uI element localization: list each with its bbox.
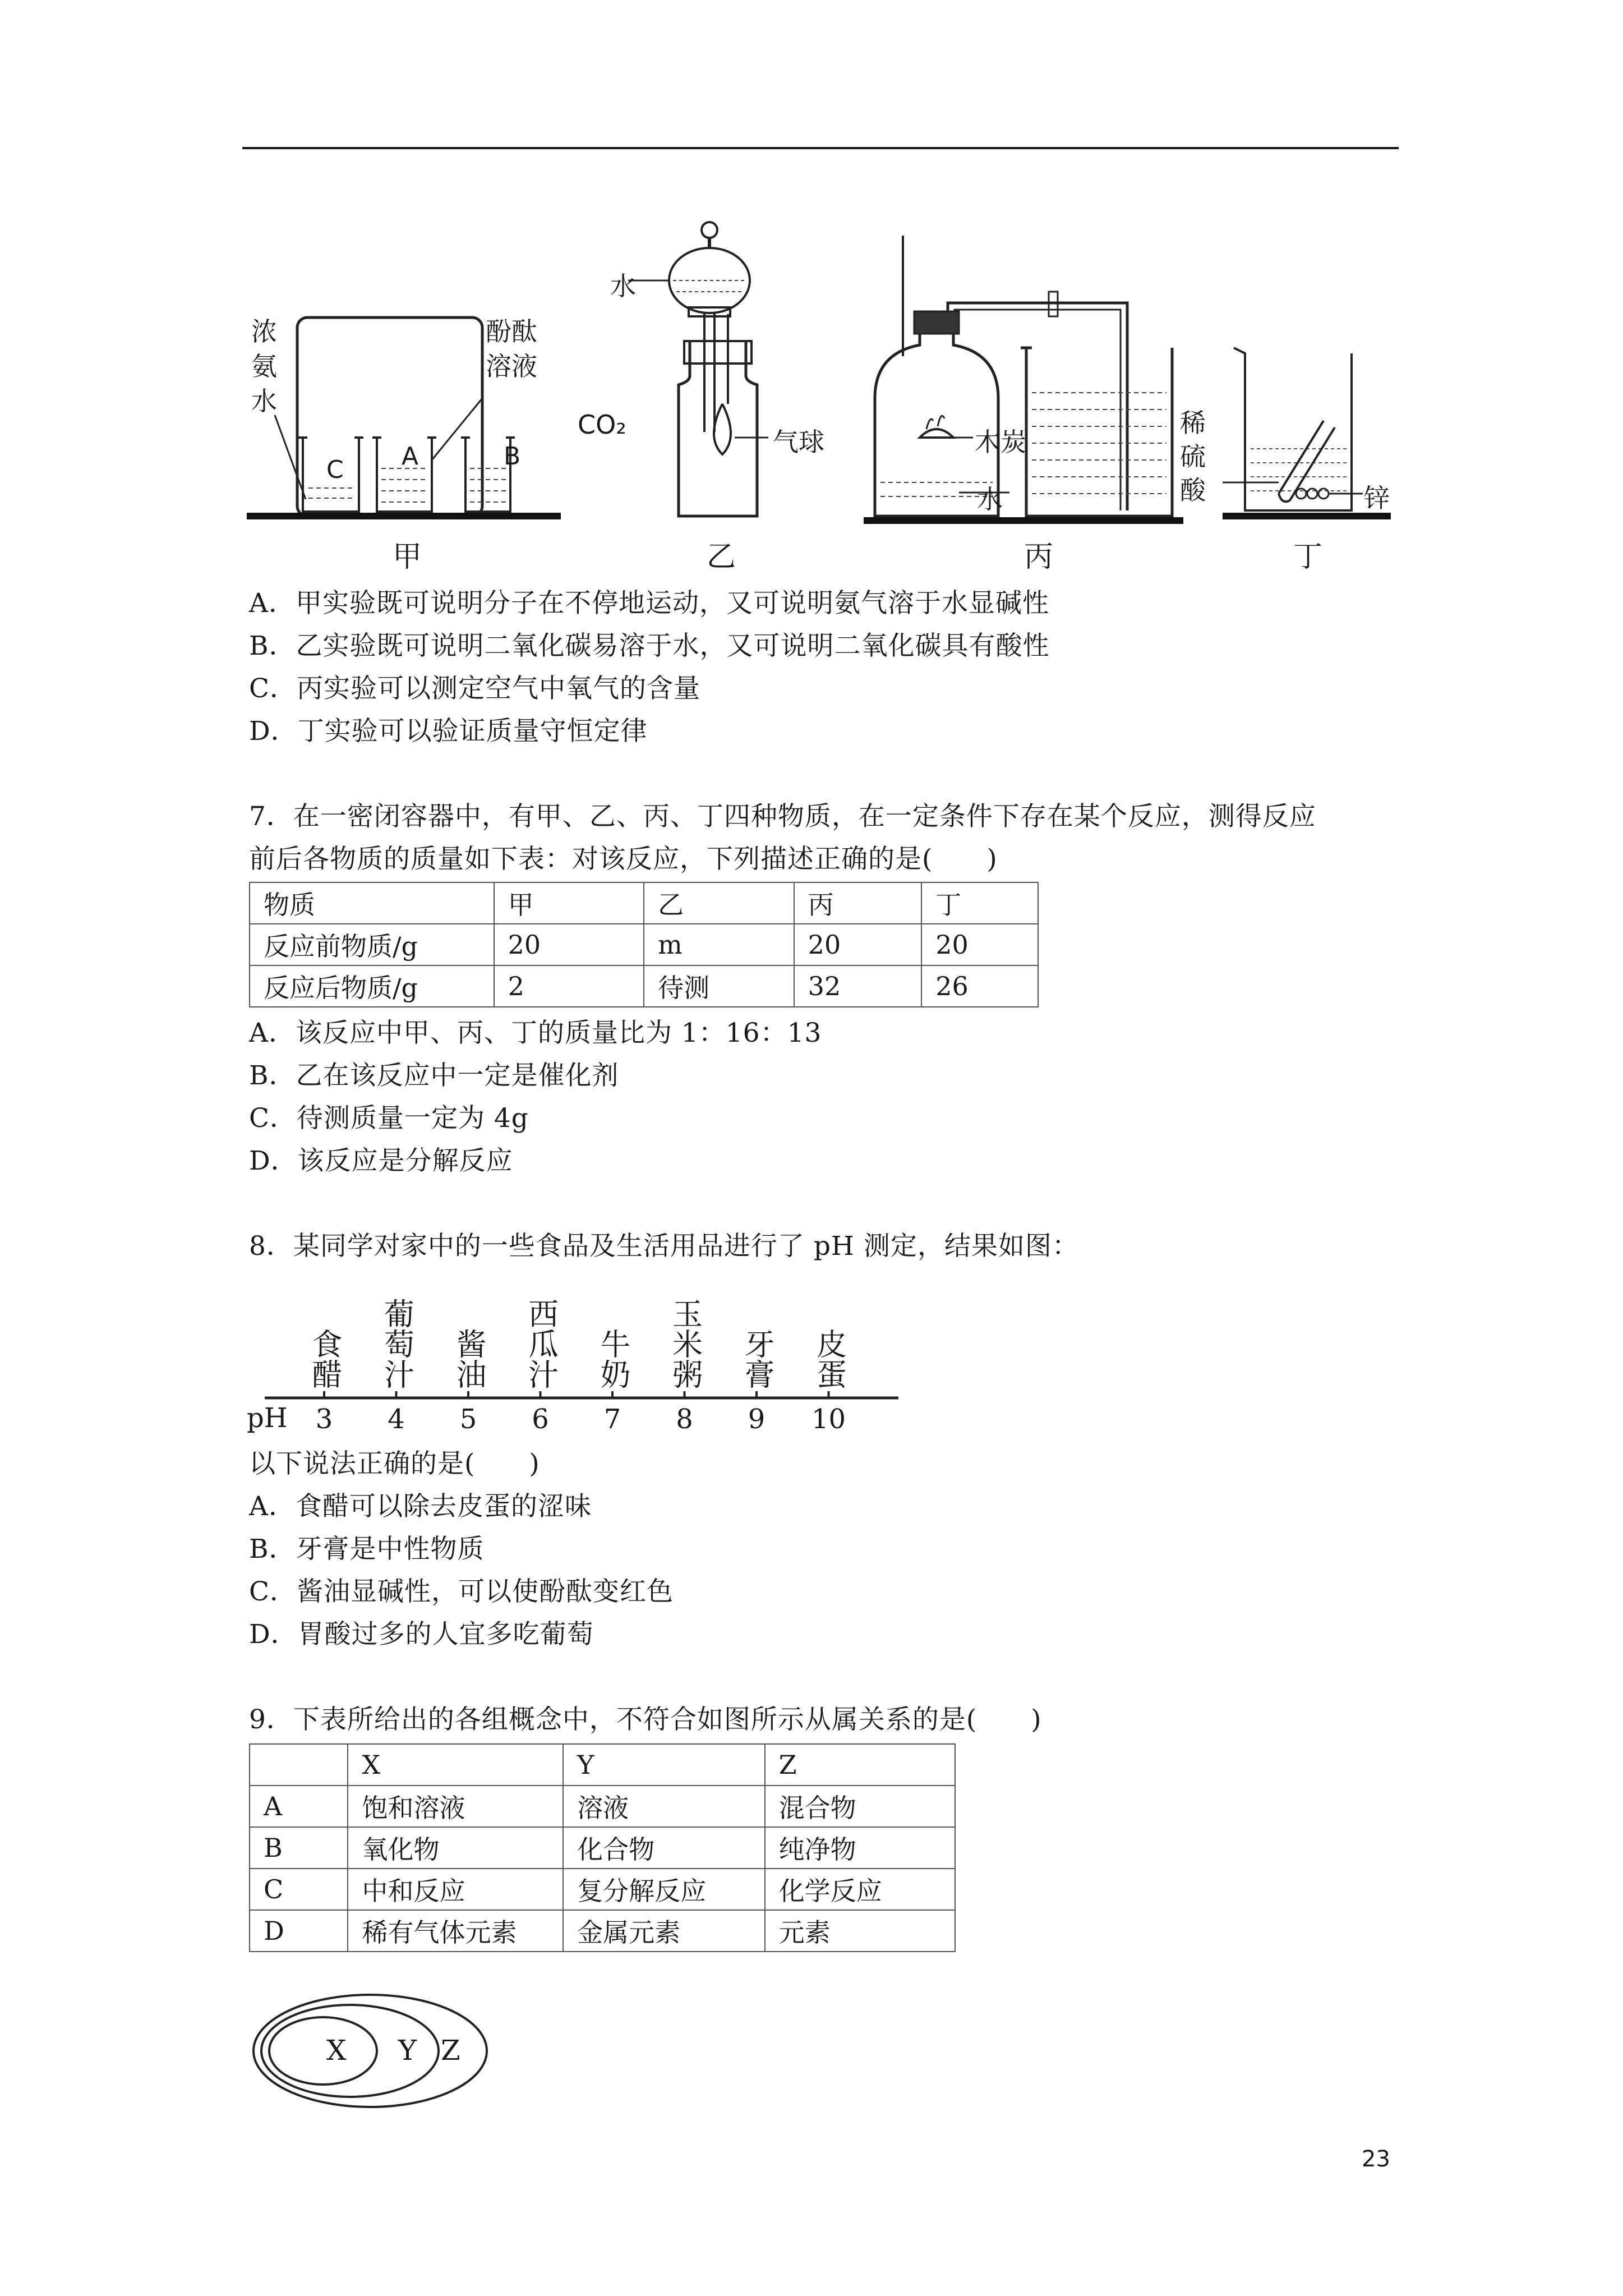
table-cell: 2 (494, 965, 644, 1007)
table-cell: 复分解反应 (563, 1869, 765, 1910)
ph-food-label: 玉米粥 (667, 1298, 703, 1389)
caption-bing: 丙 (1024, 540, 1054, 574)
ph-food-label: 酱油 (451, 1328, 487, 1389)
yi-label-co2: CO₂ (578, 409, 626, 440)
table-cell: 元素 (765, 1910, 955, 1952)
q9-table (249, 1743, 956, 1952)
q7-option-d: D．该反应是分解反应 (249, 1145, 513, 1176)
q8-option-c: C．酱油显碱性，可以使酚酞变红色 (249, 1576, 674, 1607)
ph-tick-label: 6 (532, 1404, 549, 1435)
table-cell: 32 (794, 965, 922, 1007)
table-cell: 中和反应 (348, 1869, 563, 1910)
yi-apparatus-diagram (583, 213, 841, 527)
table-cell: 饱和溶液 (348, 1786, 563, 1827)
jia-label-phenolphthalein: 酚酞溶液 (486, 316, 537, 381)
table-cell: 稀有气体元素 (348, 1910, 563, 1952)
table-cell: B (250, 1827, 348, 1869)
q7-option-a: A．该反应中甲、丙、丁的质量比为 1：16：13 (249, 1018, 822, 1048)
table-cell: 混合物 (765, 1786, 955, 1827)
table-cell: m (644, 924, 794, 965)
ph-food-label: 皮蛋 (811, 1328, 847, 1389)
ph-tick-label: 10 (811, 1404, 846, 1435)
beaker-a-label: A (402, 442, 419, 471)
table-cell: A (250, 1786, 348, 1827)
table-cell: 甲 (494, 882, 644, 924)
bing-label-charcoal: 木炭 (975, 427, 1026, 457)
table-cell: 待测 (644, 965, 794, 1007)
caption-jia: 甲 (393, 540, 422, 574)
q6-option-b: B．乙实验既可说明二氧化碳易溶于水，又可说明二氧化碳具有酸性 (249, 631, 1050, 661)
q7-table (249, 882, 1039, 1007)
q8-prompt: 以下说法正确的是( ) (249, 1448, 540, 1479)
ph-tick-label: 7 (603, 1404, 621, 1435)
table-row (250, 1827, 955, 1869)
table-cell: 乙 (644, 882, 794, 924)
caption-ding: 丁 (1293, 540, 1323, 574)
table-row (250, 882, 1038, 924)
q8-option-a: A．食醋可以除去皮蛋的涩味 (249, 1491, 592, 1522)
page-number: 23 (1362, 2146, 1390, 2172)
ph-tick-label: 8 (676, 1404, 693, 1435)
table-row (250, 1869, 955, 1910)
bing-apparatus-diagram (864, 236, 1183, 527)
table-cell: C (250, 1869, 348, 1910)
q7-stem-line2: 前后各物质的质量如下表：对该反应，下列描述正确的是( ) (249, 844, 998, 875)
table-cell: 20 (794, 924, 922, 965)
q8-option-b: B．牙膏是中性物质 (249, 1534, 485, 1565)
ph-food-label: 牛奶 (596, 1328, 631, 1389)
ding-label-acid: 稀硫酸 (1180, 408, 1206, 505)
ph-tick-label: 3 (315, 1404, 333, 1435)
ph-label: pH (247, 1402, 288, 1434)
table-row (250, 924, 1038, 965)
table-cell (250, 1744, 348, 1786)
table-row (250, 1786, 955, 1827)
table-row (250, 1744, 955, 1786)
diagram-label-z: Z (441, 2034, 460, 2067)
experiment-figure (0, 0, 1623, 572)
table-row (250, 1910, 955, 1952)
table-cell: 20 (921, 924, 1038, 965)
yi-label-water: 水 (610, 271, 636, 301)
diagram-label-y: Y (398, 2034, 417, 2067)
q8-option-d: D．胃酸过多的人宜多吃葡萄 (249, 1619, 594, 1650)
diagram-label-x: X (326, 2034, 347, 2067)
table-cell: 溶液 (563, 1786, 765, 1827)
ph-scale (247, 1271, 909, 1439)
table-cell: 26 (921, 965, 1038, 1007)
table-cell: 纯净物 (765, 1827, 955, 1869)
ph-food-label: 西瓜汁 (523, 1298, 559, 1389)
beaker-b-label: B (504, 442, 521, 471)
ph-food-label: 食醋 (307, 1328, 343, 1389)
q6-option-d: D．丁实验可以验证质量守恒定律 (249, 716, 648, 747)
table-cell: 反应前物质/g (250, 924, 494, 965)
table-cell: 20 (494, 924, 644, 965)
table-cell: 丁 (921, 882, 1038, 924)
q8-stem: 8．某同学对家中的一些食品及生活用品进行了 pH 测定，结果如图： (249, 1231, 1079, 1262)
table-cell: X (348, 1744, 563, 1786)
q6-option-c: C．丙实验可以测定空气中氧气的含量 (249, 673, 700, 704)
yi-label-balloon: 气球 (773, 427, 824, 457)
jia-label-ammonia: 浓氨水 (251, 316, 277, 416)
table-cell: Y (563, 1744, 765, 1786)
q6-option-a: A．甲实验既可说明分子在不停地运动，又可说明氨气溶于水显碱性 (249, 588, 1049, 619)
bing-label-water: 水 (977, 484, 1003, 514)
xyz-nested-ellipses-diagram (249, 1989, 496, 2113)
q7-option-b: B．乙在该反应中一定是催化剂 (249, 1060, 619, 1091)
q9-stem: 9．下表所给出的各组概念中，不符合如图所示从属关系的是( ) (249, 1704, 1042, 1735)
table-row (250, 965, 1038, 1007)
table-cell: 物质 (250, 882, 494, 924)
table-cell: 化合物 (563, 1827, 765, 1869)
table-cell: Z (765, 1744, 955, 1786)
ph-tick-label: 5 (459, 1404, 477, 1435)
ph-food-label: 葡萄汁 (379, 1298, 415, 1389)
ph-food-label: 牙膏 (740, 1328, 775, 1389)
ding-label-zinc: 锌 (1364, 483, 1390, 513)
table-cell: 反应后物质/g (250, 965, 494, 1007)
ph-tick-label: 9 (748, 1404, 766, 1435)
q7-option-c: C．待测质量一定为 4g (249, 1103, 529, 1134)
table-cell: 氧化物 (348, 1827, 563, 1869)
table-cell: D (250, 1910, 348, 1952)
table-cell: 金属元素 (563, 1910, 765, 1952)
caption-yi: 乙 (707, 540, 736, 574)
ph-tick-label: 4 (388, 1404, 405, 1435)
beaker-c-label: C (326, 455, 344, 484)
table-cell: 丙 (794, 882, 922, 924)
q7-stem-line1: 7．在一密闭容器中，有甲、乙、丙、丁四种物质，在一定条件下存在某个反应，测得反应 (249, 801, 1316, 832)
table-cell: 化学反应 (765, 1869, 955, 1910)
